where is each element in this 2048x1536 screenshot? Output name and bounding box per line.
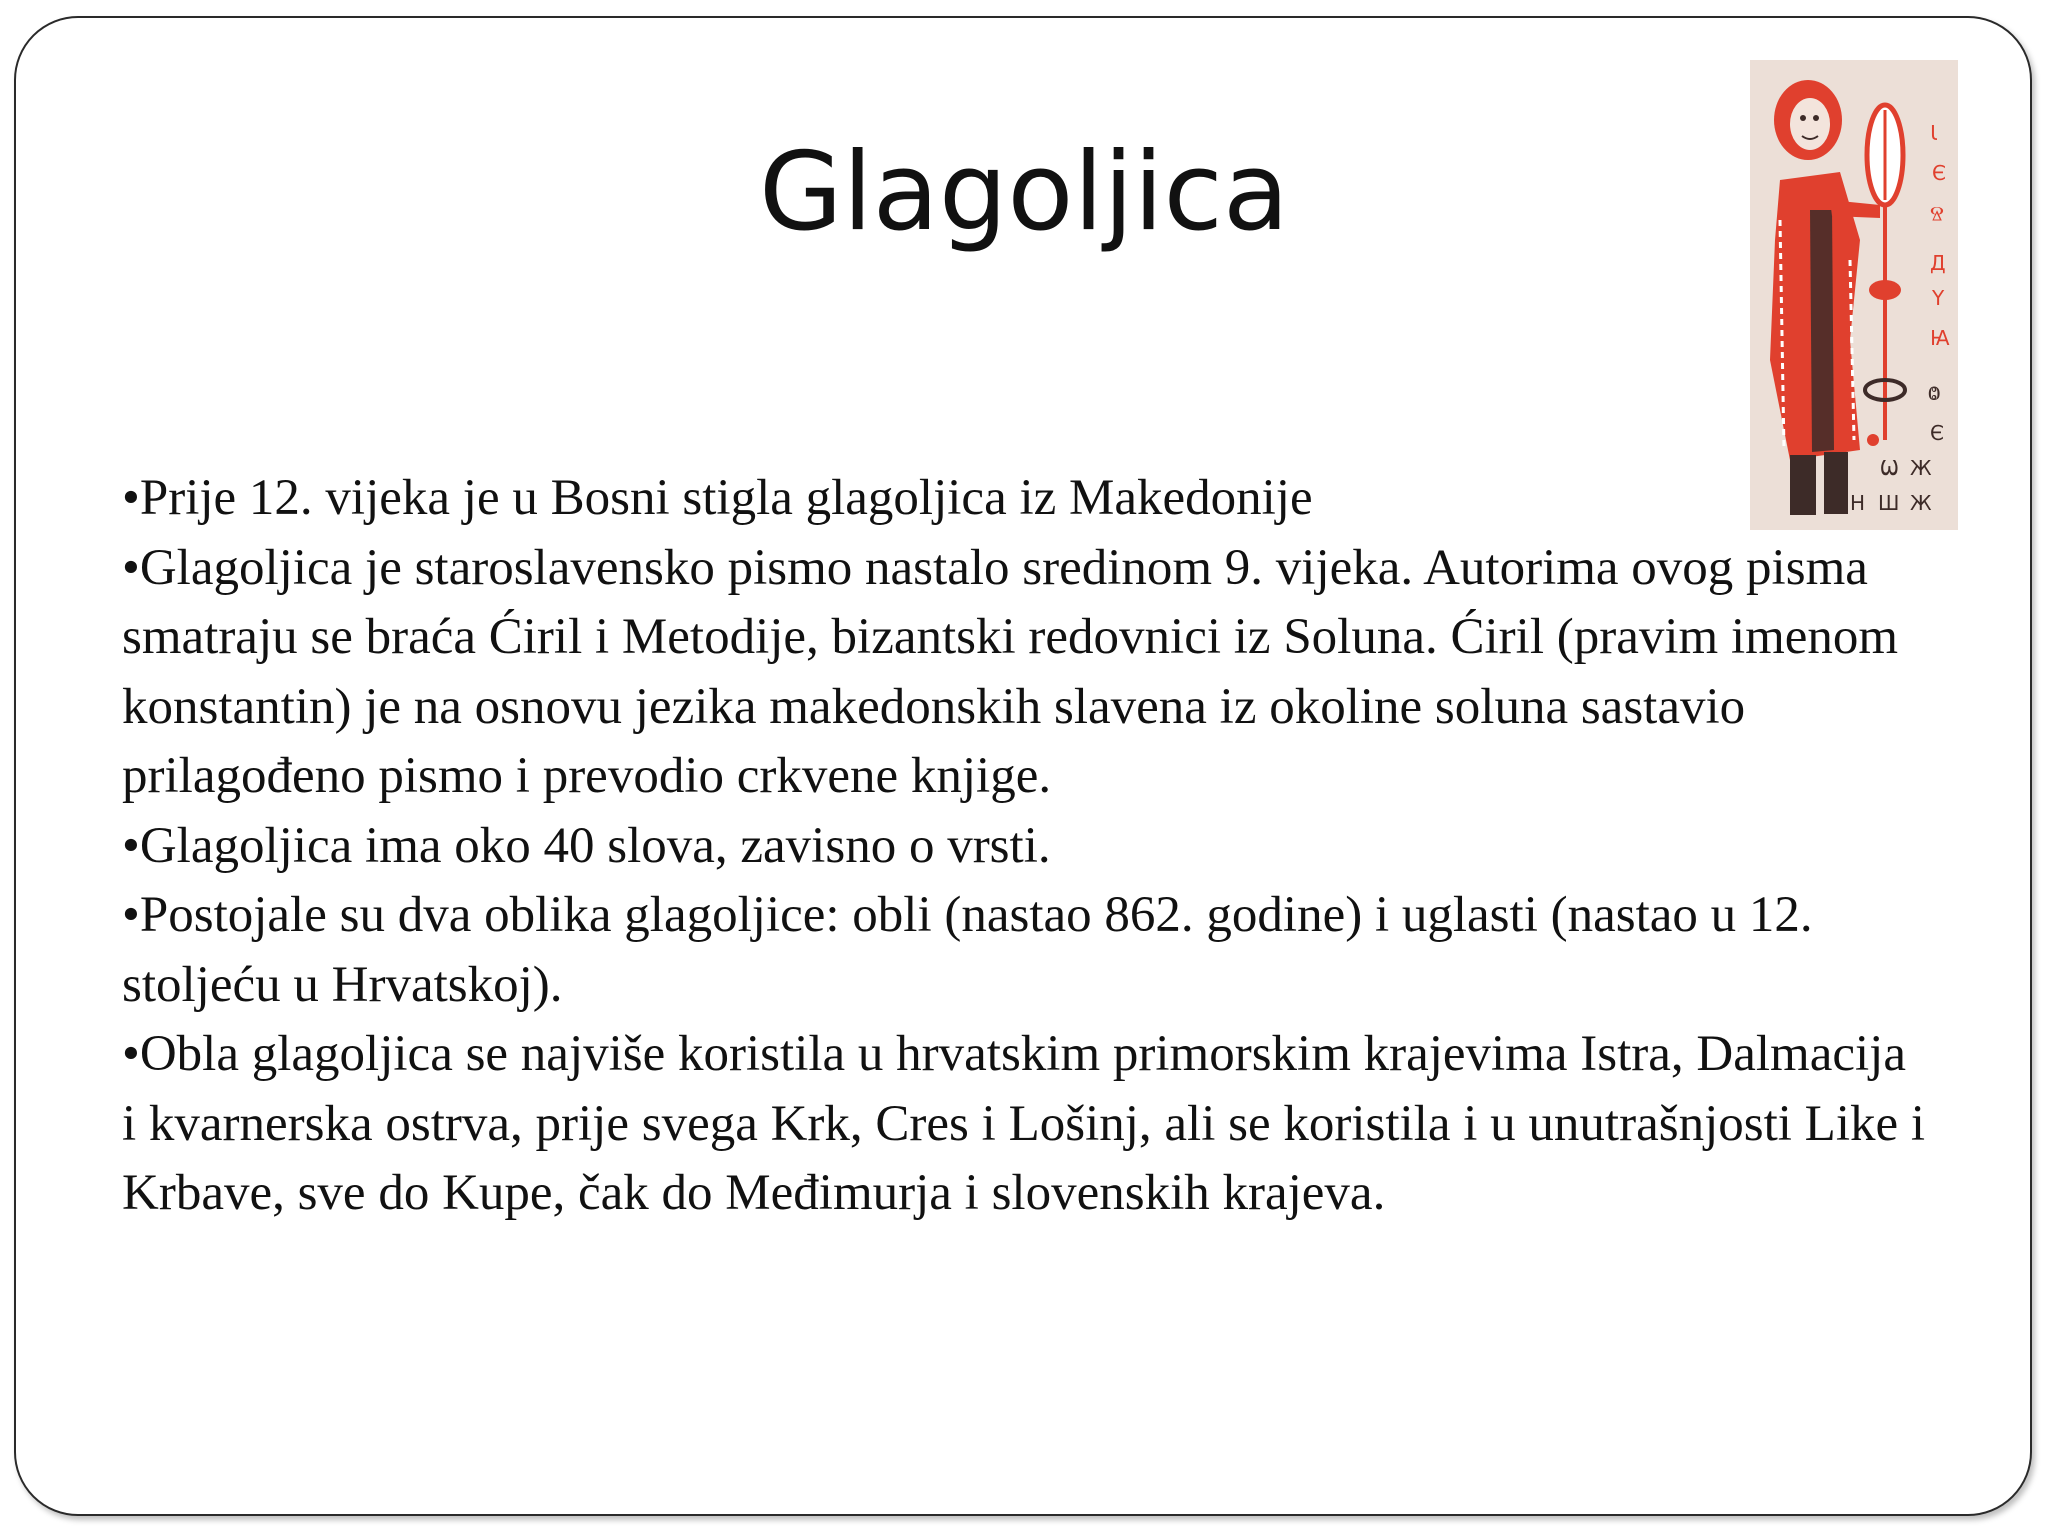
bullet-item: •Prije 12. vijeka je u Bosni stigla glagoljica iz Makedonije: [122, 470, 1313, 526]
svg-text:Ⱄ: Ⱄ: [1930, 201, 1944, 225]
svg-text:Ⱉ: Ⱉ: [1928, 381, 1941, 405]
bullet-list: [122, 464, 1932, 1229]
svg-text:Є: Є: [1930, 421, 1944, 445]
svg-text:Н: Н: [1850, 491, 1866, 515]
bullet-item: •Obla glagoljica se najviše koristila u hrvatskim primorskim krajevima Istra, Dalmacija i kvarnerska ostrva, prije svega Krk, Cres i Lošinj, ali se koristila i u unutrašnjosti Like i Krbave, sve do Kupe, čak do Međimurja i slovenskih krajeva.: [122, 1026, 1926, 1221]
manuscript-figure-image: [1750, 60, 1958, 530]
svg-text:Ж: Ж: [1910, 491, 1932, 515]
svg-text:Д: Д: [1930, 251, 1946, 275]
svg-text:Ѡ: Ѡ: [1880, 456, 1899, 480]
slide-title: Glagoljica: [758, 130, 1290, 255]
svg-text:Ꙗ: Ꙗ: [1930, 326, 1950, 350]
svg-text:Є: Є: [1932, 161, 1946, 185]
bullet-item: •Postojale su dva oblika glagoljice: obli (nastao 862. godine) i uglasti (nastao u 12. stoljeću u Hrvatskoj).: [122, 887, 1813, 1013]
svg-text:Ꙇ: Ꙇ: [1930, 121, 1938, 145]
bullet-item: •Glagoljica je staroslavensko pismo nastalo sredinom 9. vijeka. Autorima ovog pisma smatraju se braća Ćiril i Metodije, bizantski redovnici iz Soluna. Ćiril (pravim imenom konstantin) je na osnovu jezika makedonskih slavena iz okoline soluna sastavio prilagođeno pismo i prevodio crkvene knjige.: [122, 539, 1899, 804]
bullet-item: •Glagoljica ima oko 40 slova, zavisno o vrsti.: [122, 817, 1051, 874]
svg-text:Y: Y: [1932, 286, 1945, 310]
svg-text:Ж: Ж: [1910, 456, 1932, 480]
svg-text:Ш: Ш: [1878, 491, 1900, 515]
